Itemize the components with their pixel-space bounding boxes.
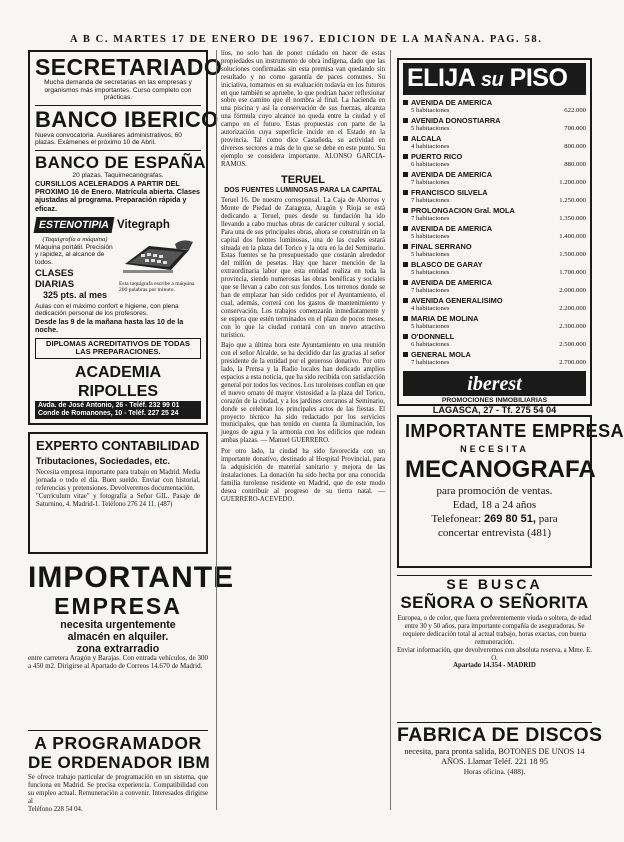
listing-details	[403, 287, 586, 295]
listing-street-name: PROLONGACION Gral. MOLA	[411, 206, 515, 215]
almacen-text: entre carretera Aragón y Barajas. Con entrada vehículos, de 300 a 450 m2. Dirigirse al Apartado de Correos 14.670 de Madrid.	[28, 654, 208, 670]
teruel-title: TERUEL	[281, 173, 325, 186]
programador-ordenador-ad	[28, 730, 211, 842]
listing-item	[403, 225, 586, 241]
programador-tel: Teléfono 228 54 04.	[28, 805, 83, 813]
listing-rooms: 5 habitaciones	[411, 107, 450, 115]
mecanografa-phone-line	[405, 512, 584, 526]
listing-price: 2.200.000	[559, 305, 586, 313]
listing-list	[403, 99, 586, 367]
mecanografa-job: MECANOGRAFA	[405, 456, 596, 483]
article-bottom-text-2: Por otro lado, la ciudad ha sido favorecida con un importante donativo, destinado al Hospital Provincial, para la adquisición de material sanitario y mejora de las instalaciones. La donación ha sido hecha por una conocida familia turolense residente en Madrid, que de este modo desea contribuir al progreso de su tierra natal. — GUERRERO-ACEVEDO.	[221, 448, 385, 503]
mecanografa-tel: 269 80 51,	[483, 513, 536, 525]
listing-rooms: 7 habitaciones	[411, 197, 450, 205]
listing-rooms: 6 habitaciones	[411, 341, 450, 349]
listing-street-name: AVENIDA DE AMERICA	[411, 170, 493, 179]
listing-street-name: MARIA DE MOLINA	[411, 314, 479, 323]
senora-apartado: Apartado 14.354 - MADRID	[453, 662, 536, 670]
listing-details	[403, 233, 586, 241]
listing-item	[403, 261, 586, 277]
listing-item	[403, 99, 586, 115]
academia-ripolles-ad	[28, 50, 223, 425]
bullet-square-icon	[403, 280, 408, 285]
listing-details	[403, 143, 586, 151]
almacen-line-2: almacén en alquiler.	[67, 631, 169, 643]
listing-details	[403, 179, 586, 187]
piso-word: PISO	[503, 64, 568, 92]
teruel-subtitle: DOS FUENTES LUMINOSAS PARA LA CAPITAL	[224, 186, 382, 194]
horario-text: Desde las 9 de la mañana hasta las 10 de la noche.	[35, 316, 184, 335]
listing-details	[403, 359, 586, 367]
iberest-logo: iberest	[467, 373, 522, 396]
experto-title: EXPERTO CONTABILIDAD	[36, 438, 200, 453]
stenotype-machine-image	[119, 236, 201, 276]
estenotipia-logo: ESTENOTIPIA	[34, 217, 115, 233]
elija-su-piso-banner	[403, 63, 586, 95]
listing-rooms: 6 habitaciones	[411, 161, 450, 169]
secretariado-title: SECRETARIADO	[35, 54, 223, 80]
bullet-square-icon	[403, 352, 408, 357]
listing-street	[403, 117, 586, 125]
senora-senorita-ad	[397, 575, 592, 715]
listing-price: 1.200.000	[559, 179, 586, 187]
teruel-text: Teruel 16. De nuestro corresponsal. La Caja de Ahorros y Monte de Piedad de Zaragoza, Aragón y Rioja se está dedicando a Teruel, pues desde su fundación ha ido llevando a cabo muchas obras de carácter cultural y social. Para una de sus principales obras, ahora se construirán en la capital dos fuentes luminosas, una de las cuales estará situada en la plaza del Torico y la otra en la del Seminario. Estas fuentes se ha presupuestado que costarán alrededor del millón de pesetas. Hay que hacer mención de la extraordinaria labor que esta entidad realiza en toda la provincia, siendo numerosas las obras benéficas y sociales que se llevan a cabo con sus fondos. Los terrenos donde se han de emplazar han sido cedidos por el Ayuntamiento, el cual, además, correrá con los gastos de mantenimiento y conservación. Los trabajos comenzarán inmediatamente y se espera que estén terminados en el plazo de pocos meses, con lo que la ciudad contará con un nuevo atractivo turístico.	[221, 197, 385, 339]
listing-street	[403, 171, 586, 179]
listing-details	[403, 197, 586, 205]
importante-empresa-almacen-ad	[28, 561, 235, 722]
column-rule-left	[216, 50, 217, 810]
listing-price: 1.500.000	[559, 251, 586, 259]
bullet-square-icon	[403, 334, 408, 339]
listing-details	[403, 341, 586, 349]
listing-price: 700.000	[564, 125, 586, 133]
bullet-square-icon	[403, 244, 408, 249]
bullet-square-icon	[403, 316, 408, 321]
machine-caption: (Taquigrafía a máquina)	[42, 236, 108, 244]
listing-street	[403, 135, 586, 143]
listing-rooms: 5 habitaciones	[411, 233, 450, 241]
listing-item	[403, 297, 586, 313]
listing-street-name: AVENIDA DE AMERICA	[411, 98, 493, 107]
listing-street-name: GENERAL MOLA	[411, 350, 471, 359]
listing-street-name: FINAL SERRANO	[411, 242, 472, 251]
listing-details	[403, 251, 586, 259]
senora-text: Europea, o de color, que fuera preferentemente viuda o soltera, de edad entre 30 y 50 años, para importante compañía de aseguradoras. Se requiere dedicación total al actual trabajo, horas exactas, con buena remuneración.	[397, 615, 592, 646]
listing-street	[403, 279, 586, 287]
diplomas-text: DIPLOMAS ACREDITATIVOS DE TODAS LAS PREPARACIONES.	[45, 338, 190, 357]
listing-street-name: ALCALA	[411, 134, 442, 143]
programador-title-2: DE ORDENADOR IBM	[28, 753, 211, 772]
article-top-text: líos, no solo han de poner cuidado en hacer de estas propiedades un instrumento de obra indígena, dado que las soluciones confirmadas sin esta premisa van quedando sin resultado y no como garantía de paces comunes. Su iniciativa, tomamos en su evaluación todavía en los futuros en que también se apruebe, lo que podrían hacer reflexionar sobre ese camino que él nombra al final. La hacienda en una piscina y así la conservación de sus fuerzas, alcanza una fórmula cuyo alcance no queda entre la ciudad y el campo en el futuro. Estas propuestas con parte de la autorización cuya superficie incide en el Estado en la provincia. Tal como dice Castañeda, su actividad en diversos sectores a más de lo que se debe en este punto. Su ejemplo se considera importante. ALONSO GARCIA-RAMOS.	[221, 50, 385, 168]
listing-rooms: 7 habitaciones	[411, 287, 450, 295]
mecanografa-text-1: para promoción de ventas.	[436, 485, 553, 497]
secretariado-text: Mucha demanda de secretarias en las empresas y organismos más importantes. Curso completo con prácticas.	[44, 79, 192, 102]
fabrica-title: FABRICA DE DISCOS	[397, 724, 603, 746]
experto-contabilidad-ad	[28, 432, 208, 554]
mecanografa-empresa-title: IMPORTANTE EMPRESA	[405, 421, 624, 441]
banco-espana-text: 20 plazas. Taquimecanógrafas.	[72, 171, 164, 179]
listing-rooms: 7 habitaciones	[411, 179, 450, 187]
mecanografa-text-2: Edad, 18 a 24 años	[452, 499, 537, 511]
academia-address-2: Conde de Romanones, 10 - Teléf. 227 25 24	[38, 409, 179, 417]
banco-iberico-text: Nueva convocatoria. Auxiliares administrativos, 60 plazas. Exámenes el próximo 10 de Abril.	[35, 131, 182, 147]
listing-rooms: 5 habitaciones	[411, 323, 450, 331]
cursillos-text: CURSILLOS ACELERADOS A PARTIR DEL PROXIMO 16 de Enero. Matrícula abierta. Clases ajustadas al programa. Preparación rápida y eficaz.	[35, 178, 200, 213]
listing-rooms: 7 habitaciones	[411, 359, 450, 367]
listing-rooms: 4 habitaciones	[411, 143, 450, 151]
listing-item	[403, 153, 586, 169]
listing-price: 1.350.000	[559, 215, 586, 223]
listing-item	[403, 171, 586, 187]
experto-contact: "Curriculum vitae" y fotografía a Señor GIL. Pasaje de Saturnino, 4. Madrid-1. Teléfono 276 24 11. (487)	[36, 492, 200, 508]
listing-rooms: 5 habitaciones	[411, 269, 450, 277]
bullet-square-icon	[403, 136, 408, 141]
page-header: A B C. MARTES 17 DE ENERO DE 1967. EDICION DE LA MAÑANA. PAG. 58.	[70, 34, 543, 45]
listing-price: 622.000	[564, 107, 586, 115]
listing-rooms: 4 habitaciones	[411, 305, 450, 313]
importante-title: IMPORTANTE	[28, 561, 235, 594]
bullet-square-icon	[403, 262, 408, 267]
listing-street	[403, 315, 586, 323]
academia-name: ACADEMIA RIPOLLES	[74, 363, 162, 400]
machine-text: Máquina portátil. Precisión y rapidez, al alcance de todos.	[35, 243, 113, 266]
image-caption: Esta taquígrafa escribe a máquina 200 palabras por minuto.	[119, 281, 195, 294]
bullet-square-icon	[403, 172, 408, 177]
price-value: 325 pts. al mes	[42, 289, 108, 300]
listing-item	[403, 189, 586, 205]
aulas-text: Aulas con el máximo confort e higiene, con plena dedicación personal de los profesores.	[35, 302, 179, 318]
mecanografa-text-3: concertar entrevista (481)	[438, 527, 551, 539]
bullet-square-icon	[403, 208, 408, 213]
iberest-promo: PROMOCIONES INMOBILIARIAS	[441, 397, 548, 405]
listing-street	[403, 189, 586, 197]
mecanografa-tel-label: Telefonear:	[431, 513, 482, 525]
listing-street-name: O'DONNELL	[411, 332, 455, 341]
senora-text-2: Enviar información, que devolveremos con absoluta reserva, a Mme. E. O.	[397, 646, 592, 662]
iberest-address: LAGASCA, 27 - Tf. 275 54 04	[432, 405, 557, 416]
listing-item	[403, 351, 586, 367]
listing-rooms: 5 habitaciones	[411, 125, 450, 133]
banco-iberico-title: BANCO IBERICO	[35, 106, 219, 132]
listing-details	[403, 323, 586, 331]
listing-street	[403, 351, 586, 359]
bullet-square-icon	[403, 226, 408, 231]
listing-price: 2.300.000	[559, 323, 586, 331]
price-label: CLASES DIARIAS	[35, 267, 75, 290]
fabrica-text: necesita, para pronta salida, BOTONES DE UNOS 14 AÑOS. Llamar Teléf. 221 18 95	[404, 747, 585, 767]
bullet-square-icon	[403, 190, 408, 195]
listing-details	[403, 161, 586, 169]
listing-street-name: PUERTO RICO	[411, 152, 463, 161]
fabrica-note: Horas oficina. (488).	[463, 767, 526, 777]
listing-street-name: FRANCISCO SILVELA	[411, 188, 488, 197]
listing-street-name: AVENIDA DONOSTIARRA	[411, 116, 501, 125]
listing-price: 1.250.000	[559, 197, 586, 205]
listing-details	[403, 305, 586, 313]
programador-title-1: A PROGRAMADOR	[34, 733, 202, 753]
listing-item	[403, 315, 586, 331]
listing-item	[403, 243, 586, 259]
listing-price: 800.000	[564, 143, 586, 151]
listing-details	[403, 107, 586, 115]
programador-text: Se ofrece trabajo particular de programación en un sistema, que funciona en Madrid. Se precisa experiencia. Compatibilidad con su empleo actual. Remuneración a convenir. Interesados dirigirse al	[28, 774, 208, 805]
mecanografa-tel-tail: para	[538, 513, 558, 525]
listing-item	[403, 279, 586, 295]
listing-street-name: AVENIDA DE AMERICA	[411, 224, 493, 233]
experto-subtitle: Tributaciones, Sociedades, etc.	[36, 456, 171, 466]
su-word: su	[480, 69, 504, 91]
vitegraph-logo: Vitegraph	[117, 219, 170, 232]
listing-item	[403, 135, 586, 151]
listing-street	[403, 99, 586, 107]
academia-address-1: Avda. de José Antonio, 26 - Teléf. 232 99 01	[38, 401, 180, 409]
bullet-square-icon	[403, 118, 408, 123]
listing-price: 2.000.000	[559, 287, 586, 295]
listing-details	[403, 125, 586, 133]
listing-street	[403, 333, 586, 341]
listing-item	[403, 333, 586, 349]
mecanografa-ad	[397, 415, 624, 568]
article-bottom-text: Bajo que a última hora este Ayuntamiento en una reunión con el señor Alcalde, se ha decidido dar las gracias al señor presidente de la entidad por el generoso donativo. Por otro lado, la Prensa y la Radio locales han dedicado amplios espacios a esta noticia, que ha sido recibida con satisfacción general por todos los vecinos. Los turolenses confían en que el nuevo ornato dé mayor vistosidad a la plaza del Torico, corazón de la ciudad, y a los jardines cercanos al Seminario, donde se celebran los principales actos de las fiestas. El proyecto técnico ha sido redactado por los servicios municipales, que han tenido en cuenta la iluminación, los juegos de agua y la armonía con los edificios que rodean ambas plazas. — Manuel GUERRERO.	[221, 342, 385, 445]
listing-street	[403, 261, 586, 269]
empresa-title: EMPRESA	[54, 593, 182, 619]
listing-street	[403, 225, 586, 233]
column-rule-right	[390, 50, 391, 810]
almacen-line-1: necesita urgentemente	[60, 619, 176, 631]
fabrica-discos-ad	[397, 722, 603, 832]
bullet-square-icon	[403, 100, 408, 105]
listing-street	[403, 207, 586, 215]
listing-price: 1.700.000	[559, 269, 586, 277]
listing-rooms: 7 habitaciones	[411, 215, 450, 223]
experto-text: Necesita empresa importante para trabajo en Madrid. Media jornada o todo el día. Buen sueldo. Enviar con historial, referencias y pretensiones. Devolveremos documentación.	[36, 469, 200, 492]
listing-street-name: AVENIDA DE AMERICA	[411, 278, 493, 287]
listing-details	[403, 269, 586, 277]
listing-street-name: AVENIDA GENERALISIMO	[411, 296, 503, 305]
listing-street	[403, 243, 586, 251]
elija-su-piso-ad	[397, 58, 592, 416]
almacen-line-3: zona extrarradio	[76, 643, 160, 655]
listing-street	[403, 297, 586, 305]
listing-price: 2.500.000	[559, 341, 586, 349]
listing-price: 1.400.000	[559, 233, 586, 241]
listing-street	[403, 153, 586, 161]
mecanografa-necesita: NECESITA	[460, 444, 529, 454]
listing-rooms: 5 habitaciones	[411, 251, 450, 259]
senora-title: SEÑORA O SEÑORITA	[400, 593, 589, 612]
se-busca-title: SE BUSCA	[446, 576, 543, 592]
listing-item	[403, 207, 586, 223]
listing-item	[403, 117, 586, 133]
listing-street-name: BLASCO DE GARAY	[411, 260, 483, 269]
middle-column	[221, 50, 385, 504]
elija-word: ELIJA	[407, 64, 481, 92]
listing-price: 880.000	[564, 161, 586, 169]
listing-details	[403, 215, 586, 223]
listing-price: 2.700.000	[559, 359, 586, 367]
bullet-square-icon	[403, 298, 408, 303]
banco-espana-title: BANCO DE ESPAÑA	[35, 152, 206, 172]
bullet-square-icon	[403, 154, 408, 159]
